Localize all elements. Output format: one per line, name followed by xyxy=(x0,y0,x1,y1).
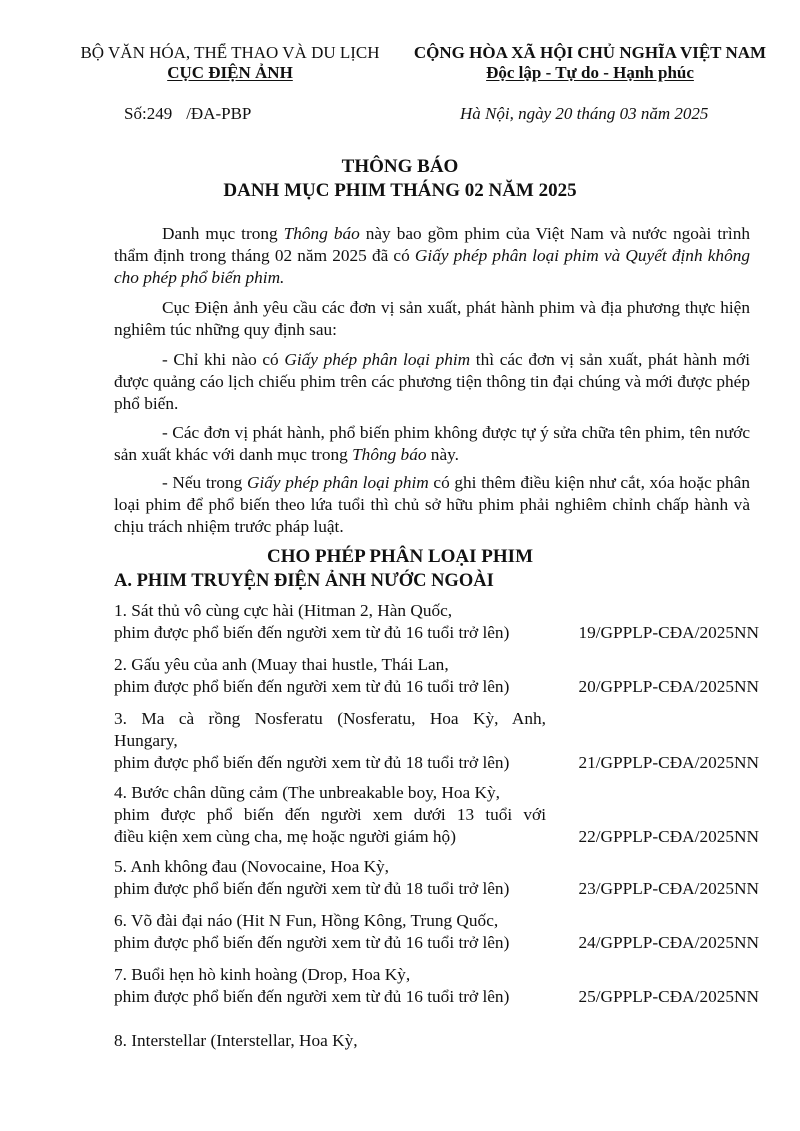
film-item-2 xyxy=(114,654,759,698)
text-run: Danh mục trong xyxy=(162,224,284,243)
film-item-8-partial: 8. Interstellar (Interstellar, Hoa Kỳ, xyxy=(114,1031,358,1050)
film-rating-line: phim được phổ biến đến người xem từ đủ 18 tuổi trở lên) xyxy=(114,879,510,898)
license-number: 25/GPPLP-CĐA/2025NN xyxy=(578,987,759,1006)
film-item-7 xyxy=(114,964,759,1008)
text-run: có ghi thêm điều kiện như cắt, xóa hoặc phân loại phim để phổ biến theo lứa tuổi thì chủ sở hữu phim phải nghiêm chỉnh chấp hành và chịu trách nhiệm trước pháp luật. xyxy=(114,473,750,536)
text-run-italic: Thông báo xyxy=(283,224,360,243)
text-run: thì các đơn vị sản xuất, phát hành mới được quảng cáo lịch chiếu phim trên các phương tiện thông tin đại chúng và mới được phép phổ biến. xyxy=(114,350,750,413)
film-rating-line: điều kiện xem cùng cha, mẹ hoặc người giám hộ) xyxy=(114,827,456,846)
document-number xyxy=(124,103,251,125)
ministry-name: BỘ VĂN HÓA, THỂ THAO VÀ DU LỊCH xyxy=(80,43,380,62)
section-heading: CHO PHÉP PHÂN LOẠI PHIM xyxy=(267,546,533,567)
film-title-line: 7. Buổi hẹn hò kinh hoàng (Drop, Hoa Kỳ, xyxy=(114,965,411,984)
license-number: 20/GPPLP-CĐA/2025NN xyxy=(578,677,759,696)
film-item-6 xyxy=(114,910,759,954)
license-number: 22/GPPLP-CĐA/2025NN xyxy=(578,827,759,846)
film-item-3 xyxy=(114,708,759,774)
republic-name: CỘNG HÒA XÃ HỘI CHỦ NGHĨA VIỆT NAM xyxy=(413,43,767,62)
number-prefix: Số: xyxy=(124,104,147,123)
film-rating-line: phim được phổ biến đến người xem từ đủ 16 tuổi trở lên) xyxy=(114,623,510,642)
document-title: THÔNG BÁO xyxy=(341,156,459,177)
license-number: 24/GPPLP-CĐA/2025NN xyxy=(578,933,759,952)
rule-paragraph-2 xyxy=(114,422,750,466)
film-title-line: 4. Bước chân dũng cảm (The unbreakable boy, Hoa Kỳ, xyxy=(114,783,500,802)
number-suffix: /ĐA-PBP xyxy=(186,104,252,123)
department-name: CỤC ĐIỆN ẢNH xyxy=(167,63,293,82)
film-title-line: 6. Võ đài đại náo (Hit N Fun, Hồng Kông, Trung Quốc, xyxy=(114,911,499,930)
intro-paragraph-2: Cục Điện ảnh yêu cầu các đơn vị sản xuất, phát hành phim và địa phương thực hiện nghiêm túc những quy định sau: xyxy=(114,298,750,339)
film-title-line: 5. Anh không đau (Novocaine, Hoa Kỳ, xyxy=(114,857,390,876)
national-motto: Độc lập - Tự do - Hạnh phúc xyxy=(486,63,694,82)
text-run: này. xyxy=(426,445,459,464)
license-number: 19/GPPLP-CĐA/2025NN xyxy=(578,623,759,642)
film-title-line: 3. Ma cà rồng Nosferatu (Nosferatu, Hoa Kỳ, Anh, xyxy=(114,709,546,728)
text-run-italic: Giấy phép phân loại phim xyxy=(246,473,429,492)
film-title-line: 2. Gấu yêu của anh (Muay thai hustle, Thái Lan, xyxy=(114,655,449,674)
intro-paragraph-1 xyxy=(114,223,750,289)
film-rating-line: phim được phổ biến đến người xem từ đủ 18 tuổi trở lên) xyxy=(114,753,510,772)
film-rating-line: phim được phổ biến đến người xem từ đủ 16 tuổi trở lên) xyxy=(114,677,510,696)
text-run: - Chỉ khi nào có xyxy=(162,350,285,369)
text-run: này bao gồm phim của Việt Nam và nước ngoài trình thẩm định trong tháng 02 năm 2025 đã có xyxy=(114,224,750,265)
film-title-line: 1. Sát thủ vô cùng cực hài (Hitman 2, Hàn Quốc, xyxy=(114,601,453,620)
film-item-4 xyxy=(114,782,759,848)
license-number: 23/GPPLP-CĐA/2025NN xyxy=(578,879,759,898)
document-subtitle: DANH MỤC PHIM THÁNG 02 NĂM 2025 xyxy=(223,180,577,201)
number-value: 249 xyxy=(146,104,173,123)
license-number: 21/GPPLP-CĐA/2025NN xyxy=(578,753,759,772)
text-run: - Các đơn vị phát hành, phổ biến phim không được tự ý sửa chữa tên phim, tên nước sản xuất khác với danh mục trong xyxy=(114,423,750,464)
film-item-1 xyxy=(114,600,759,644)
text-run-italic: Giấy phép phân loại phim và Quyết định không cho phép phổ biến phim. xyxy=(114,246,750,287)
text-run-italic: Giấy phép phân loại phim xyxy=(284,350,471,369)
text-run: - Nếu trong xyxy=(162,473,247,492)
place-date: Hà Nội, ngày 20 tháng 03 năm 2025 xyxy=(460,104,709,123)
film-item-5 xyxy=(114,856,759,900)
film-rating-line: phim được phổ biến đến người xem từ đủ 16 tuổi trở lên) xyxy=(114,987,510,1006)
film-title-line: Hungary, xyxy=(114,731,178,750)
film-rating-line: phim được phổ biến đến người xem dưới 13 tuổi với xyxy=(114,805,546,824)
text-run-italic: Thông báo xyxy=(352,445,427,464)
rule-paragraph-1 xyxy=(114,349,750,415)
film-rating-line: phim được phổ biến đến người xem từ đủ 16 tuổi trở lên) xyxy=(114,933,510,952)
section-subheading: A. PHIM TRUYỆN ĐIỆN ẢNH NƯỚC NGOÀI xyxy=(114,571,494,591)
rule-paragraph-3 xyxy=(114,472,750,538)
